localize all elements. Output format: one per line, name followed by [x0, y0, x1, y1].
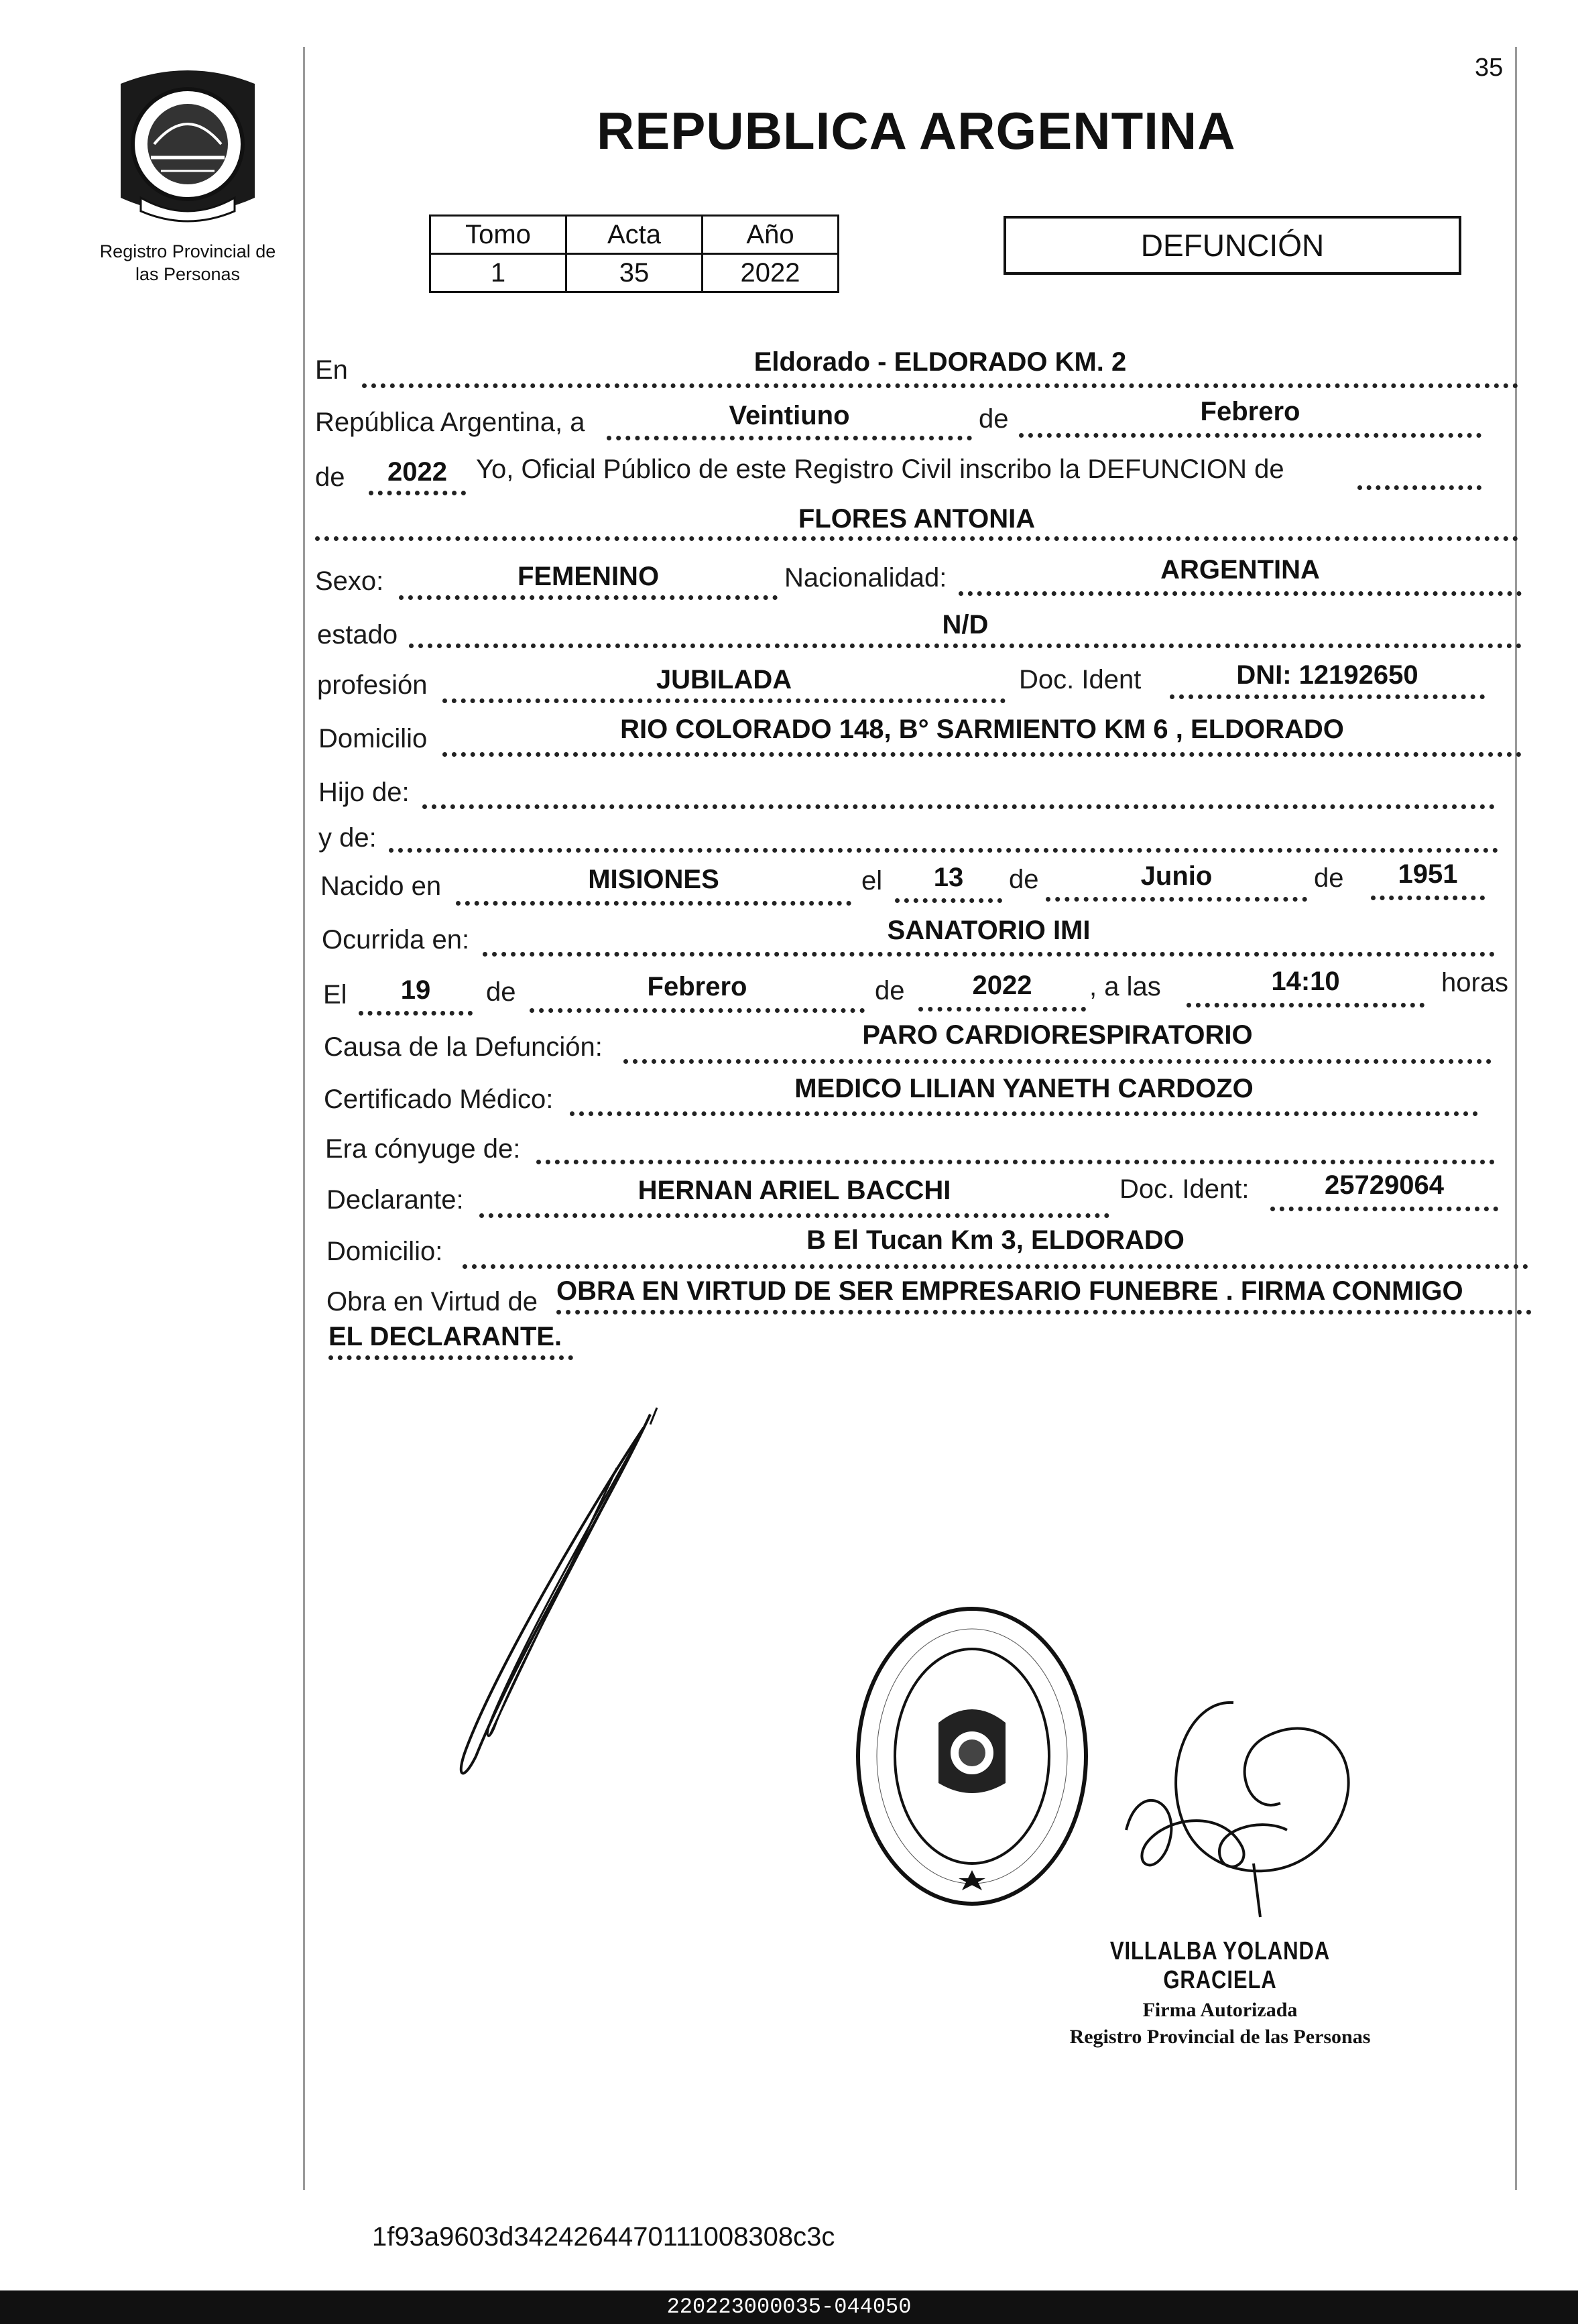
signatory-role: Firma Autorizada	[1142, 1999, 1298, 2021]
field-anio: 2022	[387, 457, 447, 487]
ref-value-tomo: 1	[430, 254, 566, 292]
label-de: de	[1314, 863, 1344, 893]
dotted-line	[895, 898, 1002, 903]
field-profesion: JUBILADA	[656, 665, 792, 694]
field-hora: 14:10	[1271, 967, 1340, 996]
field-ocurrida-en: SANATORIO IMI	[887, 916, 1091, 945]
label-doc-ident: Doc. Ident	[1019, 665, 1142, 694]
declarant-signature	[436, 1401, 670, 1790]
dotted-line	[556, 1310, 1532, 1314]
field-declarante-domicilio: B El Tucan Km 3, ELDORADO	[806, 1225, 1185, 1255]
field-def-anio: 2022	[972, 971, 1032, 1000]
signatory-block	[1046, 1937, 1394, 2048]
label-nacionalidad: Nacionalidad:	[784, 563, 947, 593]
dotted-line	[623, 1059, 1492, 1064]
field-def-mes: Febrero	[647, 972, 747, 1001]
dotted-line	[389, 848, 1498, 853]
field-estado: N/D	[942, 610, 989, 639]
label-doc-ident-declarante: Doc. Ident:	[1119, 1174, 1250, 1204]
field-nacido-en: MISIONES	[588, 865, 719, 894]
ref-value-anio: 2022	[703, 254, 839, 292]
registry-caption	[67, 240, 308, 286]
page-title: REPUBLICA ARGENTINA	[597, 101, 1236, 160]
dotted-line	[442, 752, 1522, 757]
label-de: de	[1009, 865, 1039, 894]
label-obra: Obra en Virtud de	[326, 1287, 538, 1317]
ref-header-anio: Año	[703, 216, 839, 254]
label-certificado: Certificado Médico:	[324, 1085, 554, 1114]
dotted-line	[918, 1007, 1086, 1012]
label-republica: República Argentina, a	[315, 408, 585, 437]
dotted-line	[1371, 896, 1485, 900]
label-estado: estado	[317, 620, 398, 650]
label-conyuge: Era cónyuge de:	[325, 1134, 521, 1164]
dotted-line	[442, 698, 1006, 703]
left-margin-line	[303, 47, 305, 2190]
authority-signature	[1086, 1696, 1368, 1931]
field-domicilio: RIO COLORADO 148, B° SARMIENTO KM 6 , ELDORADO	[620, 715, 1344, 744]
field-declarante: HERNAN ARIEL BACCHI	[638, 1176, 951, 1205]
label-en: En	[315, 355, 348, 385]
dotted-line	[399, 595, 778, 600]
field-nac-anio: 1951	[1398, 859, 1458, 889]
ref-header-acta: Acta	[566, 216, 703, 254]
field-certificado: MEDICO LILIAN YANETH CARDOZO	[794, 1074, 1254, 1103]
label-sexo: Sexo:	[315, 566, 384, 596]
document-hash: 1f93a9603d3424264470111008308c3c	[372, 2222, 835, 2252]
dotted-line	[422, 804, 1495, 809]
label-de: de	[315, 463, 345, 492]
label-domicilio-declarante: Domicilio:	[326, 1237, 443, 1266]
dotted-line	[409, 644, 1522, 648]
ref-header-tomo: Tomo	[430, 216, 566, 254]
document-type-box: DEFUNCIÓN	[1004, 216, 1461, 275]
label-y-de: y de:	[318, 823, 377, 853]
label-nacido-en: Nacido en	[320, 871, 442, 901]
dotted-line	[479, 1213, 1109, 1218]
registry-caption-line2: las Personas	[135, 264, 241, 284]
field-nacionalidad: ARGENTINA	[1160, 555, 1320, 585]
footer-bar	[0, 2290, 1578, 2324]
label-el: el	[861, 866, 883, 896]
field-obra-line2: EL DECLARANTE.	[328, 1322, 562, 1351]
signatory-name: VILLALBA YOLANDA GRACIELA	[1109, 1937, 1331, 1994]
field-declarante-doc: 25729064	[1325, 1170, 1444, 1200]
label-oficial: Yo, Oficial Público de este Registro Civil inscribo la DEFUNCION de	[476, 454, 1284, 484]
footer-code: 220223000035-044050	[666, 2295, 912, 2319]
signatory-org: Registro Provincial de las Personas	[1069, 2026, 1371, 2048]
dotted-line	[536, 1160, 1495, 1164]
label-el: El	[323, 980, 347, 1010]
field-mes: Febrero	[1200, 397, 1300, 426]
field-nac-mes: Junio	[1140, 861, 1213, 891]
field-nac-dia: 13	[933, 863, 964, 892]
label-de: de	[486, 977, 516, 1007]
label-declarante: Declarante:	[326, 1185, 464, 1215]
page-number: 35	[1475, 54, 1504, 82]
dotted-line	[530, 1008, 865, 1013]
label-de: de	[979, 404, 1009, 434]
dotted-line	[1170, 694, 1485, 699]
dotted-line	[463, 1264, 1528, 1269]
field-obra-line1: OBRA EN VIRTUD DE SER EMPRESARIO FUNEBRE . FIRMA CONMIGO	[556, 1276, 1463, 1306]
dotted-line	[359, 1011, 473, 1016]
field-dia-texto: Veintiuno	[729, 401, 850, 430]
label-domicilio: Domicilio	[318, 724, 428, 753]
dotted-line	[456, 901, 851, 906]
dotted-line	[483, 952, 1495, 957]
label-a-las: , a las	[1089, 972, 1161, 1001]
label-hijo-de: Hijo de:	[318, 778, 410, 807]
field-def-dia: 19	[400, 975, 431, 1005]
dotted-line	[328, 1355, 573, 1360]
reference-table	[429, 215, 839, 293]
field-sexo: FEMENINO	[517, 562, 660, 591]
dotted-line	[570, 1111, 1478, 1116]
dotted-line	[362, 383, 1518, 388]
dotted-line	[607, 436, 972, 440]
dotted-line	[369, 491, 466, 495]
label-causa: Causa de la Defunción:	[324, 1032, 603, 1062]
dotted-line	[1357, 485, 1481, 490]
label-ocurrida-en: Ocurrida en:	[322, 925, 470, 955]
dotted-line	[315, 536, 1518, 541]
field-documento: DNI: 12192650	[1236, 660, 1418, 690]
official-stamp	[851, 1602, 1093, 1910]
dotted-line	[1019, 433, 1481, 438]
dotted-line	[1046, 897, 1307, 902]
label-de: de	[875, 976, 905, 1005]
field-causa: PARO CARDIORESPIRATORIO	[862, 1020, 1253, 1050]
label-horas: horas	[1441, 968, 1509, 997]
province-logo	[104, 64, 271, 225]
field-lugar: Eldorado - ELDORADO KM. 2	[753, 347, 1127, 377]
field-nombre: FLORES ANTONIA	[798, 504, 1036, 534]
label-profesion: profesión	[317, 670, 428, 700]
dotted-line	[1270, 1207, 1498, 1211]
dotted-line	[1187, 1003, 1424, 1007]
ref-value-acta: 35	[566, 254, 703, 292]
dotted-line	[959, 591, 1522, 596]
registry-caption-line1: Registro Provincial de	[99, 241, 276, 261]
